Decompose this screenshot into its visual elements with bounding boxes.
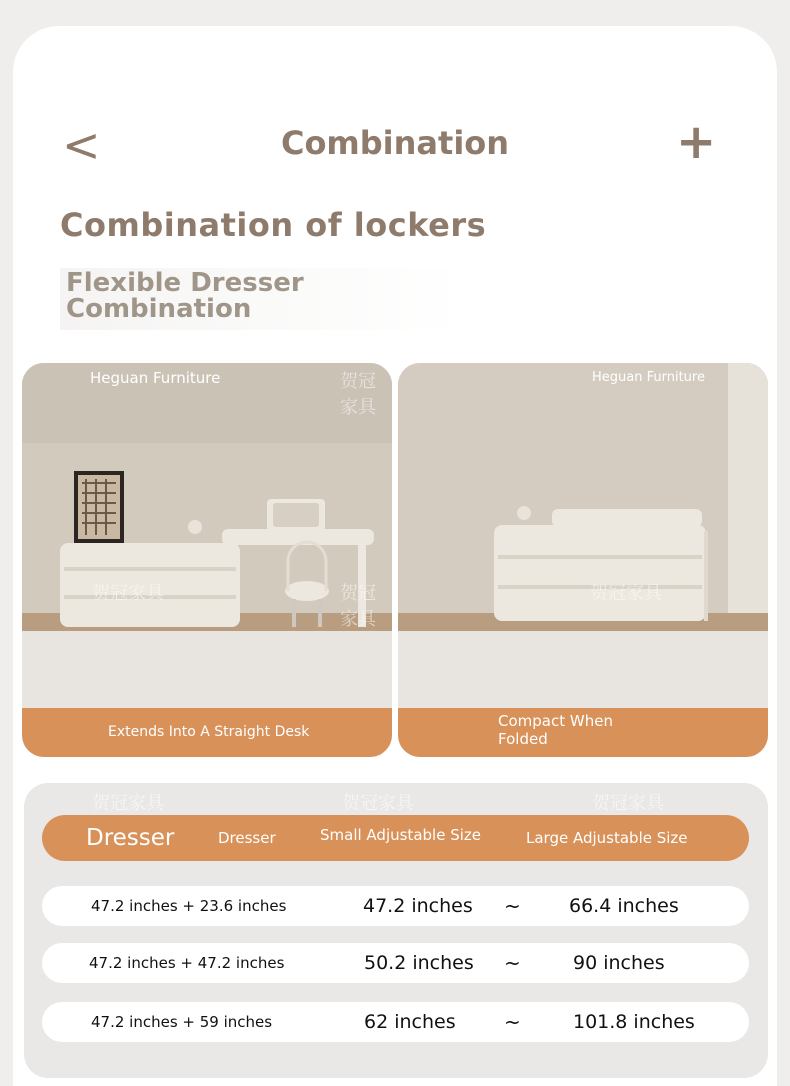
subheading-line-1: Flexible Dresser (66, 268, 304, 298)
caption: Extends Into A Straight Desk (108, 724, 310, 740)
watermark: 贺冠家具 (92, 793, 164, 814)
watermark: 贺冠家具 (92, 583, 164, 604)
photo-compact-folded (398, 363, 768, 757)
subheading (66, 270, 366, 322)
watermark: 贺冠家具 (340, 583, 376, 630)
brand-label: Heguan Furniture (592, 370, 705, 385)
watermark: 贺冠家具 (340, 371, 376, 418)
range-separator: ~ (504, 894, 521, 918)
back-button[interactable]: < (62, 118, 101, 172)
header-cell: Dresser (218, 829, 276, 847)
combo-cell: 47.2 inches + 59 inches (91, 1013, 273, 1031)
watermark: 贺冠家具 (590, 583, 662, 604)
range-separator: ~ (504, 1010, 521, 1034)
caption (498, 712, 613, 748)
small-size-cell: 62 inches (364, 1011, 456, 1033)
section-heading: Combination of lockers (60, 206, 487, 244)
combo-cell: 47.2 inches + 47.2 inches (89, 954, 285, 972)
header-cell: Small Adjustable Size (320, 826, 481, 844)
caption-line-1: Compact When (498, 712, 613, 730)
small-size-cell: 50.2 inches (364, 952, 474, 974)
subheading-line-2: Combination (66, 294, 252, 324)
page-title: Combination (280, 124, 510, 162)
add-button[interactable]: + (676, 114, 717, 170)
dresser-compact-illustration (398, 363, 768, 757)
table-row (42, 1002, 749, 1042)
combo-cell: 47.2 inches + 23.6 inches (91, 897, 287, 915)
caption-line-2: Folded (498, 730, 548, 748)
table-row (42, 943, 749, 983)
watermark: 贺冠家具 (342, 793, 414, 814)
table-row (42, 886, 749, 926)
header-cell: Large Adjustable Size (526, 829, 688, 847)
small-size-cell: 47.2 inches (363, 895, 473, 917)
large-size-cell: 101.8 inches (573, 1011, 695, 1033)
header-cell: Dresser (86, 825, 175, 851)
photo-extended-desk (22, 363, 392, 757)
watermark: 贺冠家具 (592, 793, 664, 814)
brand-label: Heguan Furniture (90, 369, 221, 387)
large-size-cell: 66.4 inches (569, 895, 679, 917)
range-separator: ~ (504, 951, 521, 975)
dresser-extended-illustration (22, 363, 392, 757)
large-size-cell: 90 inches (573, 952, 665, 974)
table-header (42, 815, 749, 861)
